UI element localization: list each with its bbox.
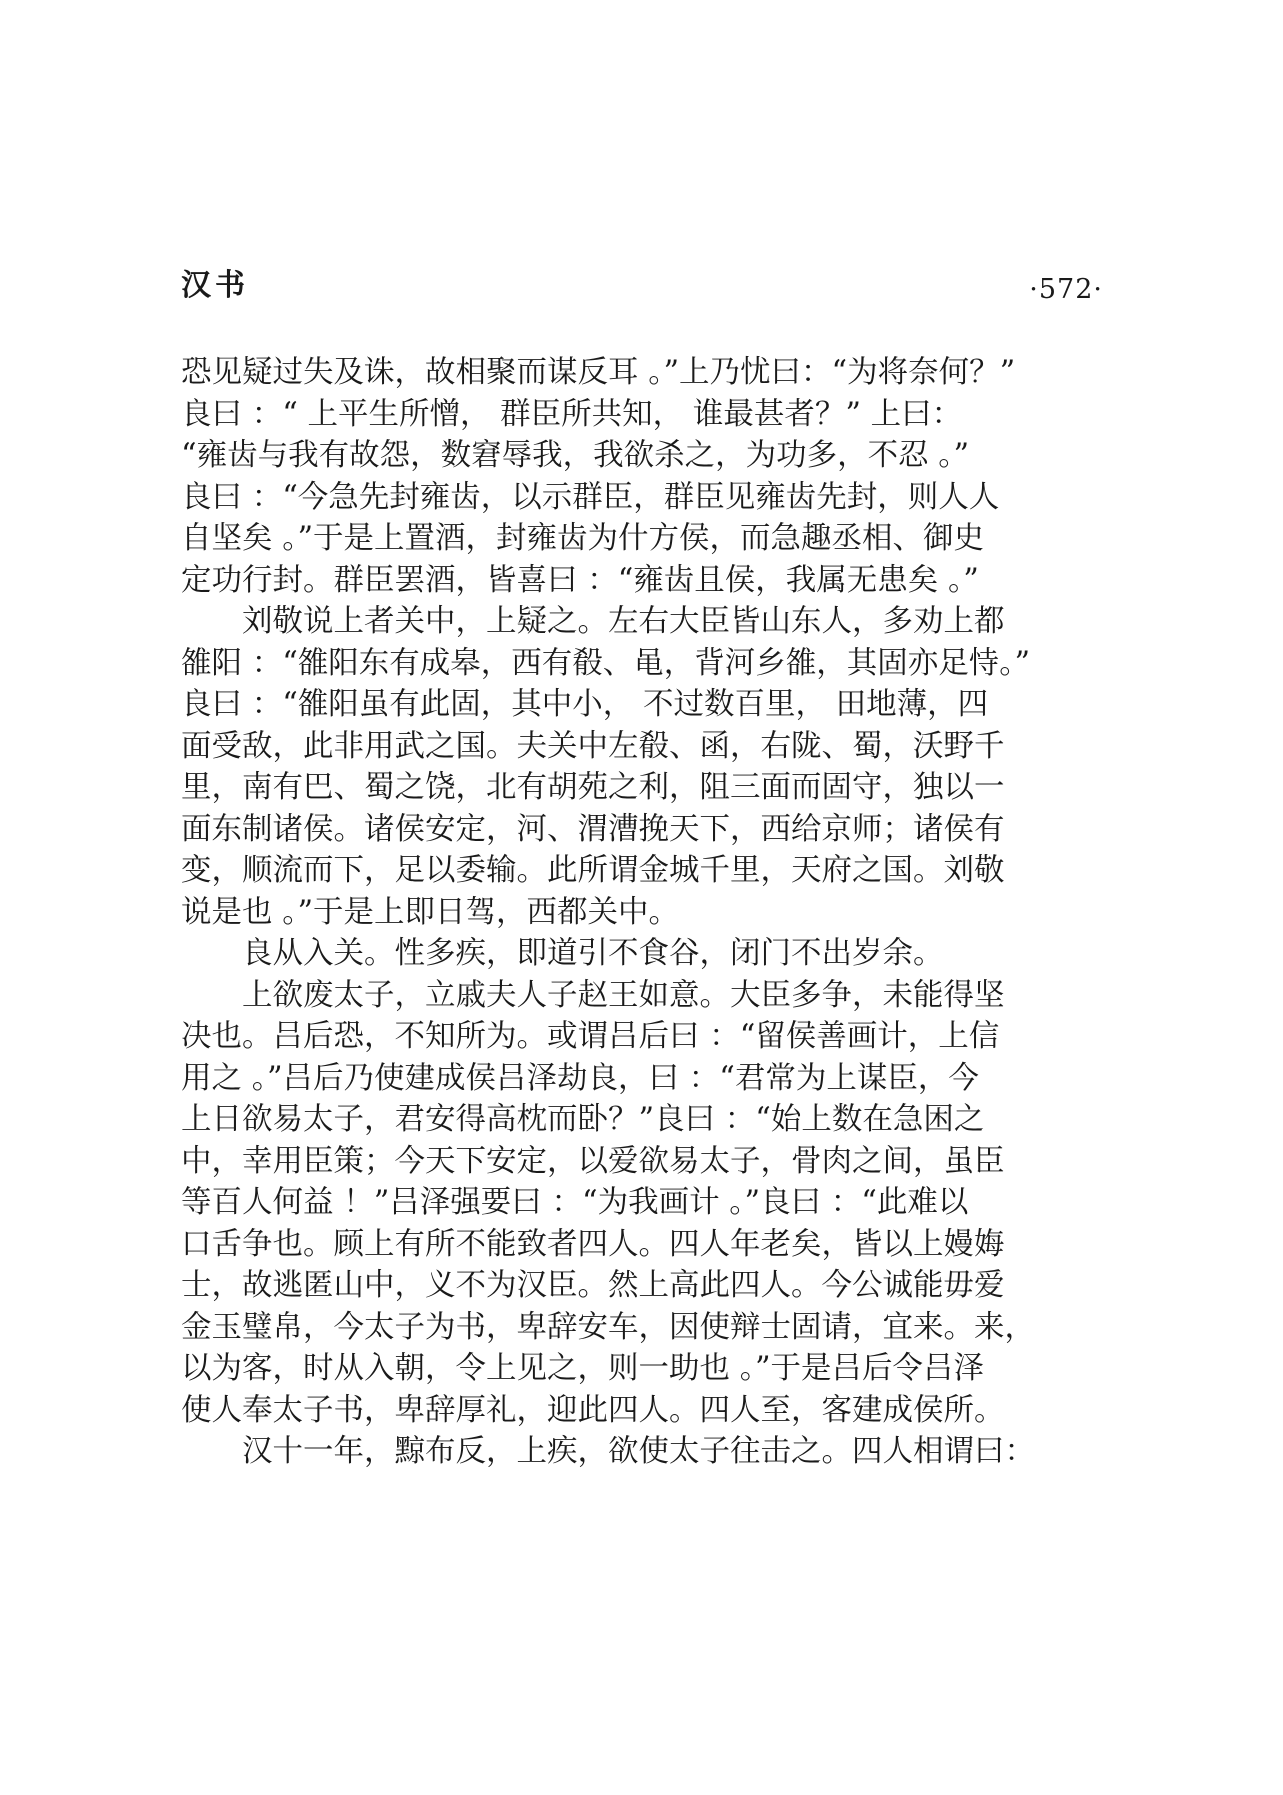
text-line: 面受敌，此非用武之国。夫关中左殽、函，右陇、蜀，沃野千 xyxy=(181,728,1005,764)
text-line: 自坚矣 。”于是上置酒，封雍齿为什方侯，而急趣丞相、御史 xyxy=(181,521,985,556)
text-line: 以为客，时从入朝，令上见之，则一助也 。”于是吕后令吕泽 xyxy=(181,1351,985,1386)
text-line: 上日欲易太子，君安得高枕而卧？”良曰 ：“始上数在急困之 xyxy=(181,1102,985,1137)
text-line: 恐见疑过失及诛，故相聚而谋反耳 。”上乃忧曰：“为将奈何？” xyxy=(181,355,1016,390)
text-line: “雍齿与我有故怨，数窘辱我，我欲杀之，为功多，不忍 。” xyxy=(181,438,970,473)
text-line: 金玉璧帛，今太子为书，卑辞安车，因使辩士固请，宜来。来， xyxy=(181,1309,1035,1345)
running-header-title: 汉书 xyxy=(181,268,249,303)
text-line: 说是也 。”于是上即日驾，西都关中。 xyxy=(181,894,680,930)
text-line: 良曰 ：“雒阳虽有此固，其中小， 不过数百里， 田地薄，四 xyxy=(181,687,989,722)
text-line: 决也。吕后恐，不知所为。或谓吕后曰 ：“留侯善画计，上信 xyxy=(181,1019,1000,1054)
text-line: 士，故逃匿山中，义不为汉臣。然上高此四人。今公诚能毋爱 xyxy=(181,1268,1005,1303)
text-line: 上欲废太子，立戚夫人子赵王如意。大臣多争，未能得坚 xyxy=(242,977,1005,1013)
text-line: 刘敬说上者关中，上疑之。左右大臣皆山东人，多劝上都 xyxy=(242,604,1005,639)
text-line: 良曰 ：“今急先封雍齿，以示群臣，群臣见雍齿先封，则人人 xyxy=(181,479,1000,515)
page-number: ·572· xyxy=(1029,274,1103,305)
text-line: 面东制诸侯。诸侯安定，河、渭漕挽天下，西给京师；诸侯有 xyxy=(181,811,1005,847)
text-line: 雒阳 ：“雒阳东有成皋，西有殽、黾，背河乡雒，其固亦足恃。” xyxy=(181,645,1031,681)
text-line: 良从入关。性多疾，即道引不食谷，闭门不出岁余。 xyxy=(242,936,944,971)
text-line: 里，南有巴、蜀之饶，北有胡苑之利，阻三面而固守，独以一 xyxy=(181,770,1005,805)
text-line: 等百人何益 ！”吕泽强要曰 ：“为我画计 。”良曰 ：“此难以 xyxy=(181,1185,969,1220)
text-line: 中，幸用臣策；今天下安定，以爱欲易太子，骨肉之间，虽臣 xyxy=(181,1143,1005,1179)
text-line: 使人奉太子书，卑辞厚礼，迎此四人。四人至，客建成侯所。 xyxy=(181,1392,1005,1428)
text-line: 良曰 ：“ 上平生所憎， 群臣所共知， 谁最甚者？” 上曰： xyxy=(181,396,963,432)
text-line: 变，顺流而下，足以委输。此所谓金城千里，天府之国。刘敬 xyxy=(181,853,1005,888)
text-line: 汉十一年，黥布反，上疾，欲使太子往击之。四人相谓曰： xyxy=(242,1434,1035,1469)
text-line: 口舌争也。顾上有所不能致者四人。四人年老矣，皆以上嫚娒 xyxy=(181,1226,1005,1262)
text-line: 用之 。”吕后乃使建成侯吕泽劫良，曰 ：“君常为上谋臣，今 xyxy=(181,1060,979,1096)
text-line: 定功行封。群臣罢酒，皆喜曰 ：“雍齿且侯，我属无患矣 。” xyxy=(181,562,979,598)
body-text xyxy=(181,352,1121,1473)
